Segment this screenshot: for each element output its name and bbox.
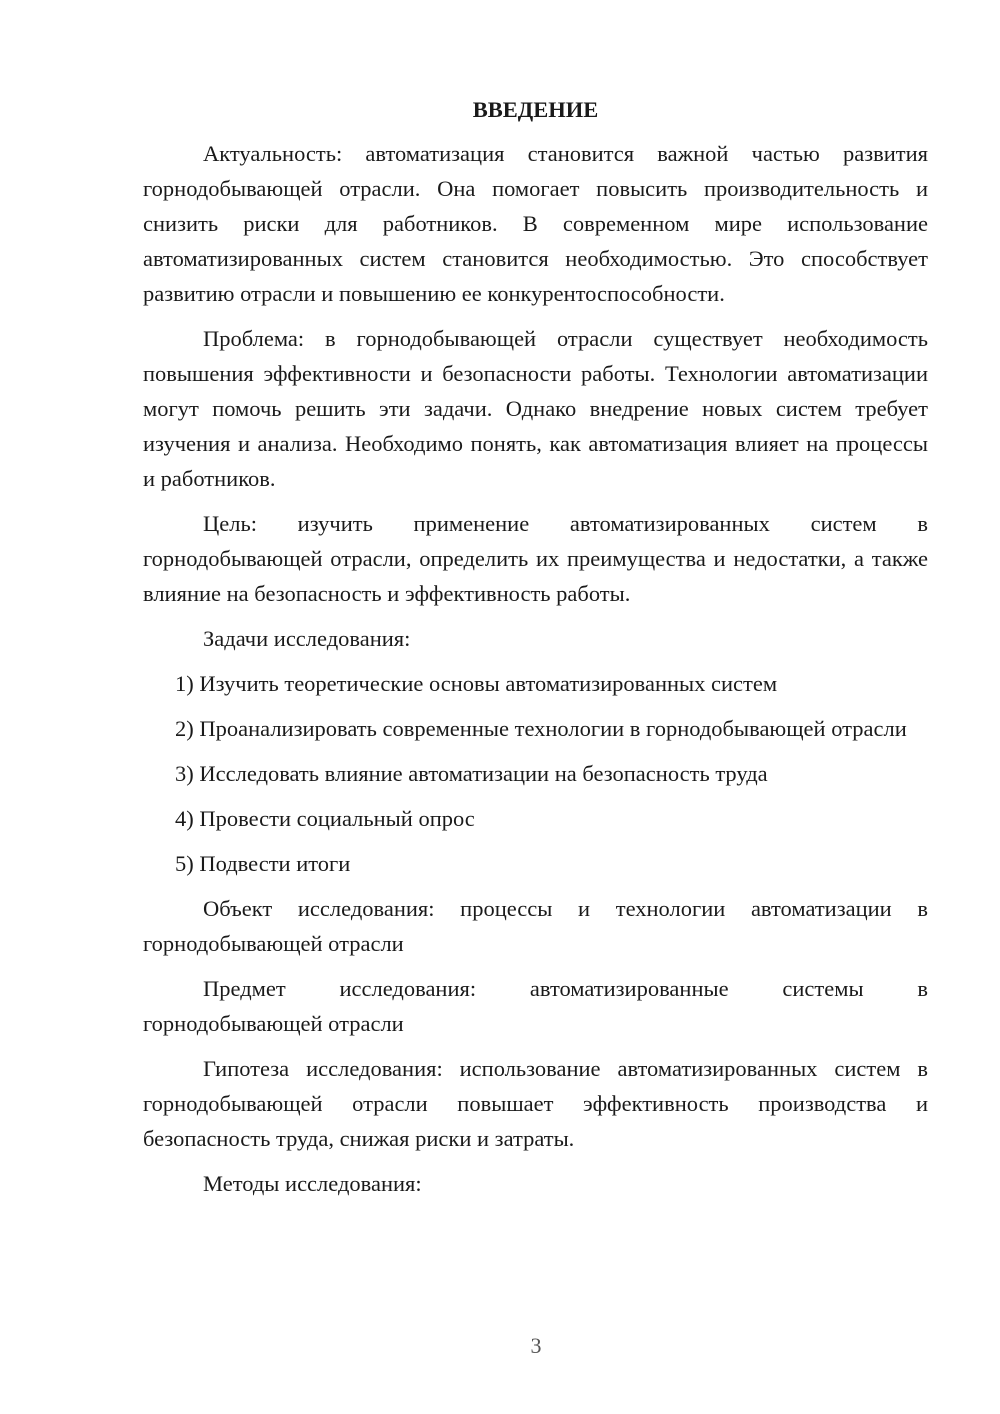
hypothesis-paragraph: Гипотеза исследования: использование автоматизированных систем в горнодобывающей отрасли повышает эффективность производства и безопасность труда, снижая риски и затраты. bbox=[143, 1056, 928, 1151]
tasks-list bbox=[143, 666, 928, 881]
object-paragraph: Объект исследования: процессы и технологии автоматизации в горнодобывающей отрасли bbox=[143, 896, 928, 956]
subject-line: Предмет исследования: автоматизированные системы в bbox=[203, 976, 928, 1001]
goal-paragraph: Цель: изучить применение автоматизированных систем в горнодобывающей отрасли, определить их преимущества и недостатки, а также влияние на безопасность и эффективность работы. bbox=[143, 511, 928, 606]
problem-paragraph: Проблема: в горнодобывающей отрасли существует необходимость повышения эффективности и безопасности работы. Технологии автоматизации могут помочь решить эти задачи. Однако внедрение новых систем требует изучения и анализа. Необходимо понять, как автоматизация влияет на процессы и работников. bbox=[143, 326, 928, 491]
relevance-paragraph: Актуальность: автоматизация становится важной частью развития горнодобывающей отрасли. Она помогает повысить производительность и снизить риски для работников. В современном мире использование автоматизированных систем становится необходимостью. Это способствует развитию отрасли и повышению ее конкурентоспособности. bbox=[143, 141, 928, 306]
list-item: 2) Проанализировать современные технологии в горнодобывающей отрасли bbox=[175, 716, 907, 741]
page-title: ВВЕДЕНИЕ bbox=[472, 97, 599, 122]
tasks-heading: Задачи исследования: bbox=[203, 626, 411, 651]
subject-paragraph bbox=[143, 971, 928, 1041]
list-item: 3) Исследовать влияние автоматизации на безопасность труда bbox=[175, 761, 768, 786]
list-item: 4) Провести социальный опрос bbox=[175, 806, 475, 831]
subject-line: горнодобывающей отрасли bbox=[143, 1011, 404, 1036]
list-item: 5) Подвести итоги bbox=[175, 851, 351, 876]
list-item: 1) Изучить теоретические основы автоматизированных систем bbox=[175, 671, 778, 696]
document-page bbox=[143, 92, 928, 1211]
page-number: 3 bbox=[530, 1333, 542, 1358]
methods-heading: Методы исследования: bbox=[203, 1171, 422, 1196]
